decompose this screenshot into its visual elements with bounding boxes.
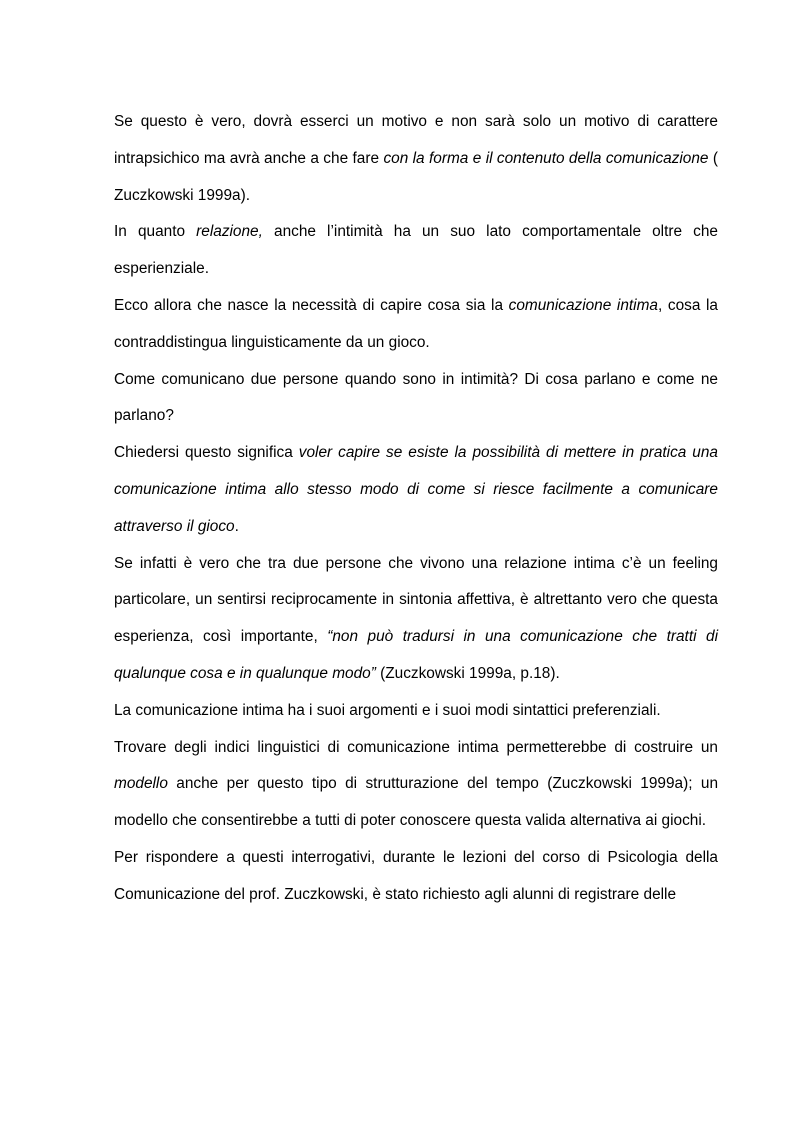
paragraph-1: Se questo è vero, dovrà esserci un motivo e non sarà solo un motivo di carattere intrapsichico ma avrà anche a che fare con la forma e il contenuto della comunicazione ( Zuczkowski 1999a). xyxy=(114,113,719,204)
body-text xyxy=(114,104,718,914)
paragraph-4: Come comunicano due persone quando sono in intimità? Di cosa parlano e come ne parlano? xyxy=(114,370,718,425)
paragraph-5: Chiedersi questo significa voler capire se esiste la possibilità di mettere in pratica una comunicazione intima allo stesso modo di come si riesce facilmente a comunicare attraverso il gioco. xyxy=(114,444,718,535)
paragraph-2: In quanto relazione, anche l’intimità ha un suo lato comportamentale oltre che esperienziale. xyxy=(114,223,718,278)
paragraph-3: Ecco allora che nasce la necessità di capire cosa sia la comunicazione intima, cosa la contraddistingua linguisticamente da un gioco. xyxy=(114,296,718,351)
paragraph-8: Trovare degli indici linguistici di comunicazione intima permetterebbe di costruire un modello anche per questo tipo di strutturazione del tempo (Zuczkowski 1999a); un modello che consentirebbe a tutti di poter conoscere questa valida alternativa ai giochi. xyxy=(114,738,718,830)
paragraph-6: Se infatti è vero che tra due persone che vivono una relazione intima c’è un feeling particolare, un sentirsi reciprocamente in sintonia affettiva, è altrettanto vero che questa esperienza, così importante, “non può tradursi in una comunicazione che tratti di qualunque cosa e in qualunque modo” (Zuczkowski 1999a, p.18). xyxy=(114,554,718,682)
paragraph-7: La comunicazione intima ha i suoi argomenti e i suoi modi sintattici preferenziali. xyxy=(114,701,661,719)
paragraph-9: Per rispondere a questi interrogativi, durante le lezioni del corso di Psicologia della Comunicazione del prof. Zuczkowski, è stato richiesto agli alunni di registrare delle xyxy=(114,848,718,903)
